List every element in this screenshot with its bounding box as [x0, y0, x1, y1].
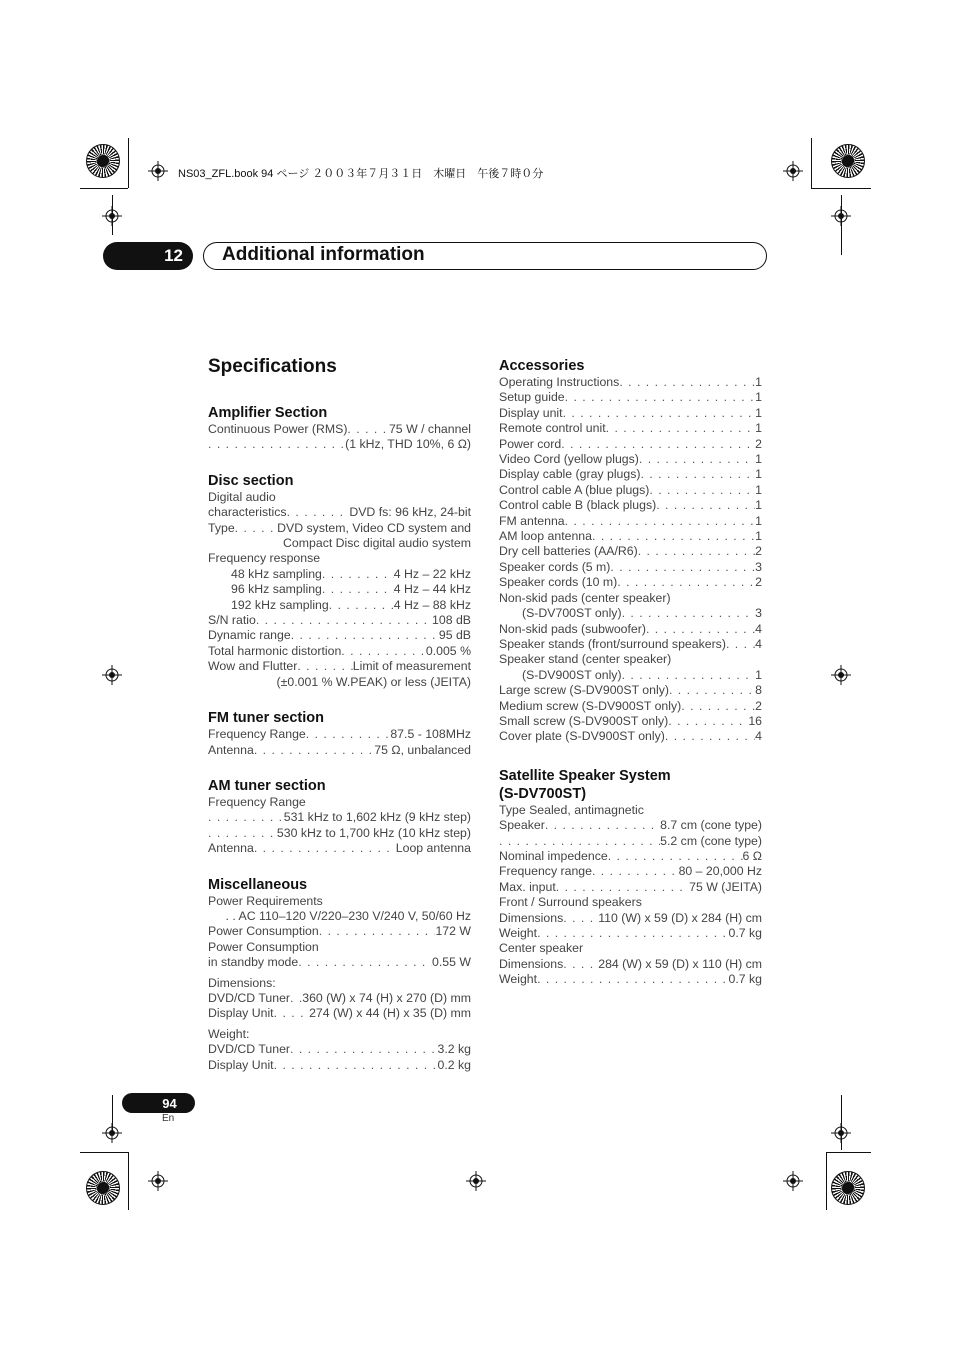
spec-row: Non-skid pads (subwoofer) . . . 4 — [499, 622, 762, 637]
page-number-badge: 94 — [122, 1093, 195, 1113]
spec-row: FM antenna . . . 1 — [499, 514, 762, 529]
page-title: Specifications — [208, 356, 337, 377]
spec-row: Continuous Power (RMS) . . . 75 W / channel — [208, 422, 471, 437]
registration-sun-icon — [831, 1171, 865, 1205]
satellite-speaker-section — [499, 767, 762, 988]
registration-crosshair-icon — [831, 206, 851, 226]
spec-row: Display unit . . . 1 — [499, 406, 762, 421]
spec-row: 192 kHz sampling . . . 4 Hz – 88 kHz — [208, 598, 471, 613]
spec-row: Weight . . . 0.7 kg — [499, 972, 762, 987]
spec-row: in standby mode . . . 0.55 W — [208, 955, 471, 970]
spec-row: Large screw (S-DV900ST only) . . . 8 — [499, 683, 762, 698]
spec-row: Power Consumption . . . 172 W — [208, 924, 471, 939]
spec-row: Medium screw (S-DV900ST only) . . . 2 — [499, 699, 762, 714]
spec-row: Total harmonic distortion . . . 0.005 % — [208, 644, 471, 659]
spec-row: AM loop antenna . . . 1 — [499, 529, 762, 544]
misc-section — [208, 876, 471, 1073]
registration-crosshair-icon — [148, 1171, 168, 1191]
spec-row: . . . 5.2 cm (cone type) — [499, 834, 762, 849]
spec-row: Speaker cords (10 m) . . . 2 — [499, 575, 762, 590]
spec-row: Speaker cords (5 m) . . . 3 — [499, 560, 762, 575]
spec-row: Display Unit . . . 0.2 kg — [208, 1058, 471, 1073]
spec-line: Non-skid pads (center speaker) — [499, 590, 671, 605]
registration-crosshair-icon — [831, 665, 851, 685]
spec-row: Type . . . DVD system, Video CD system and — [208, 521, 471, 536]
spec-line: Dimensions: — [208, 975, 276, 990]
registration-crosshair-icon — [783, 161, 803, 181]
spec-line: . . AC 110–120 V/220–230 V/240 V, 50/60 Hz — [225, 908, 471, 923]
spec-line: Power Requirements — [208, 893, 323, 908]
registration-crosshair-icon — [102, 1123, 122, 1143]
spec-row: Control cable A (blue plugs) . . . 1 — [499, 483, 762, 498]
registration-crosshair-icon — [831, 1123, 851, 1143]
section-title: FM tuner section — [208, 710, 325, 727]
spec-row: Speaker . . . 8.7 cm (cone type) — [499, 818, 762, 833]
spec-row: Remote control unit . . . 1 — [499, 421, 762, 436]
spec-row: Max. input . . . 75 W (JEITA) — [499, 880, 762, 895]
spec-row: Antenna . . . 75 Ω, unbalanced — [208, 743, 471, 758]
spec-row: Speaker stands (front/surround speakers) . . . 4 — [499, 637, 762, 652]
spec-row: Operating Instructions . . . 1 — [499, 375, 762, 390]
spec-row: Cover plate (S-DV900ST only) . . . 4 — [499, 729, 762, 744]
spec-line: (±0.001 % W.PEAK) or less (JEITA) — [276, 674, 471, 689]
registration-crosshair-icon — [148, 161, 168, 181]
disc-section — [208, 472, 471, 690]
spec-row: characteristics . . . DVD fs: 96 kHz, 24-bit — [208, 505, 471, 520]
chapter-number-badge: 12 — [103, 242, 193, 270]
registration-sun-icon — [86, 144, 120, 178]
spec-row: Small screw (S-DV900ST only) . . . 16 — [499, 714, 762, 729]
spec-row: 96 kHz sampling . . . 4 Hz – 44 kHz — [208, 582, 471, 597]
spec-row: (S-DV700ST only) . . . 3 — [499, 606, 762, 621]
section-title: Accessories — [499, 358, 585, 374]
spec-row: Wow and Flutter . . . Limit of measurement — [208, 659, 471, 674]
spec-row: Dry cell batteries (AA/R6) . . . 2 — [499, 544, 762, 559]
spec-row: Dimensions . . . 284 (W) x 59 (D) x 110 (H) cm — [499, 957, 762, 972]
spec-line: Power Consumption — [208, 939, 319, 954]
spec-row: Display Unit . . . 274 (W) x 44 (H) x 35 (D) mm — [208, 1006, 471, 1021]
amplifier-section — [208, 404, 471, 453]
spec-row: Nominal impedence . . . 6 Ω — [499, 849, 762, 864]
chapter-title: Additional information — [222, 244, 425, 265]
spec-line: Front / Surround speakers — [499, 895, 642, 910]
spec-row: Dynamic range . . . 95 dB — [208, 628, 471, 643]
registration-sun-icon — [831, 144, 865, 178]
spec-line: Type Sealed, antimagnetic — [499, 802, 644, 817]
spec-row: Video Cord (yellow plugs) . . . 1 — [499, 452, 762, 467]
registration-crosshair-icon — [466, 1171, 486, 1191]
section-title: Disc section — [208, 472, 294, 489]
spec-row: Dimensions . . . 110 (W) x 59 (D) x 284 (H) cm — [499, 911, 762, 926]
registration-crosshair-icon — [102, 665, 122, 685]
spec-row: 48 kHz sampling . . . 4 Hz – 22 kHz — [208, 567, 471, 582]
spec-row: . . . 530 kHz to 1,700 kHz (10 kHz step) — [208, 826, 471, 841]
spec-row: Power cord . . . 2 — [499, 437, 762, 452]
print-header: NS03_ZFL.book 94 ページ ２００３年７月３１日 木曜日 午後７時０分 — [178, 168, 544, 180]
section-title: AM tuner section — [208, 777, 326, 794]
spec-row: Control cable B (black plugs) . . . 1 — [499, 498, 762, 513]
registration-sun-icon — [86, 1171, 120, 1205]
am-tuner-section — [208, 777, 471, 857]
section-title: Miscellaneous — [208, 876, 308, 893]
fm-tuner-section — [208, 709, 471, 758]
spec-row: Display cable (gray plugs) . . . 1 — [499, 467, 762, 482]
spec-row: DVD/CD Tuner . . . 3.2 kg — [208, 1042, 471, 1057]
section-title: Satellite Speaker System — [499, 767, 671, 784]
spec-row: Frequency range . . . 80 – 20,000 Hz — [499, 864, 762, 879]
spec-line: Frequency Range — [208, 794, 306, 809]
registration-crosshair-icon — [102, 206, 122, 226]
section-title: Amplifier Section — [208, 405, 328, 421]
spec-row: Weight . . . 0.7 kg — [499, 926, 762, 941]
spec-row: (S-DV900ST only) . . . 1 — [499, 668, 762, 683]
accessories-section — [499, 357, 762, 745]
spec-row: S/N ratio . . . 108 dB — [208, 613, 471, 628]
spec-line: Frequency response — [208, 551, 321, 566]
spec-row: . . . 531 kHz to 1,602 kHz (9 kHz step) — [208, 810, 471, 825]
spec-line: Compact Disc digital audio system — [283, 536, 471, 551]
spec-line: Weight: — [208, 1026, 250, 1041]
spec-line: Center speaker — [499, 941, 584, 956]
spec-row: Frequency Range . . . 87.5 - 108MHz — [208, 727, 471, 742]
section-title: (S-DV700ST) — [499, 785, 587, 802]
left-column — [208, 355, 471, 1092]
spec-row: Antenna . . . Loop antenna — [208, 841, 471, 856]
spec-line: Digital audio — [208, 489, 276, 504]
right-column — [499, 355, 762, 1007]
spec-row: DVD/CD Tuner . . . 360 (W) x 74 (H) x 270 (D) mm — [208, 991, 471, 1006]
spec-line: Speaker stand (center speaker) — [499, 652, 672, 667]
registration-crosshair-icon — [783, 1171, 803, 1191]
spec-row: Setup guide . . . 1 — [499, 390, 762, 405]
language-label: En — [162, 1113, 175, 1124]
spec-row: . . . (1 kHz, THD 10%, 6 Ω) — [208, 437, 471, 452]
